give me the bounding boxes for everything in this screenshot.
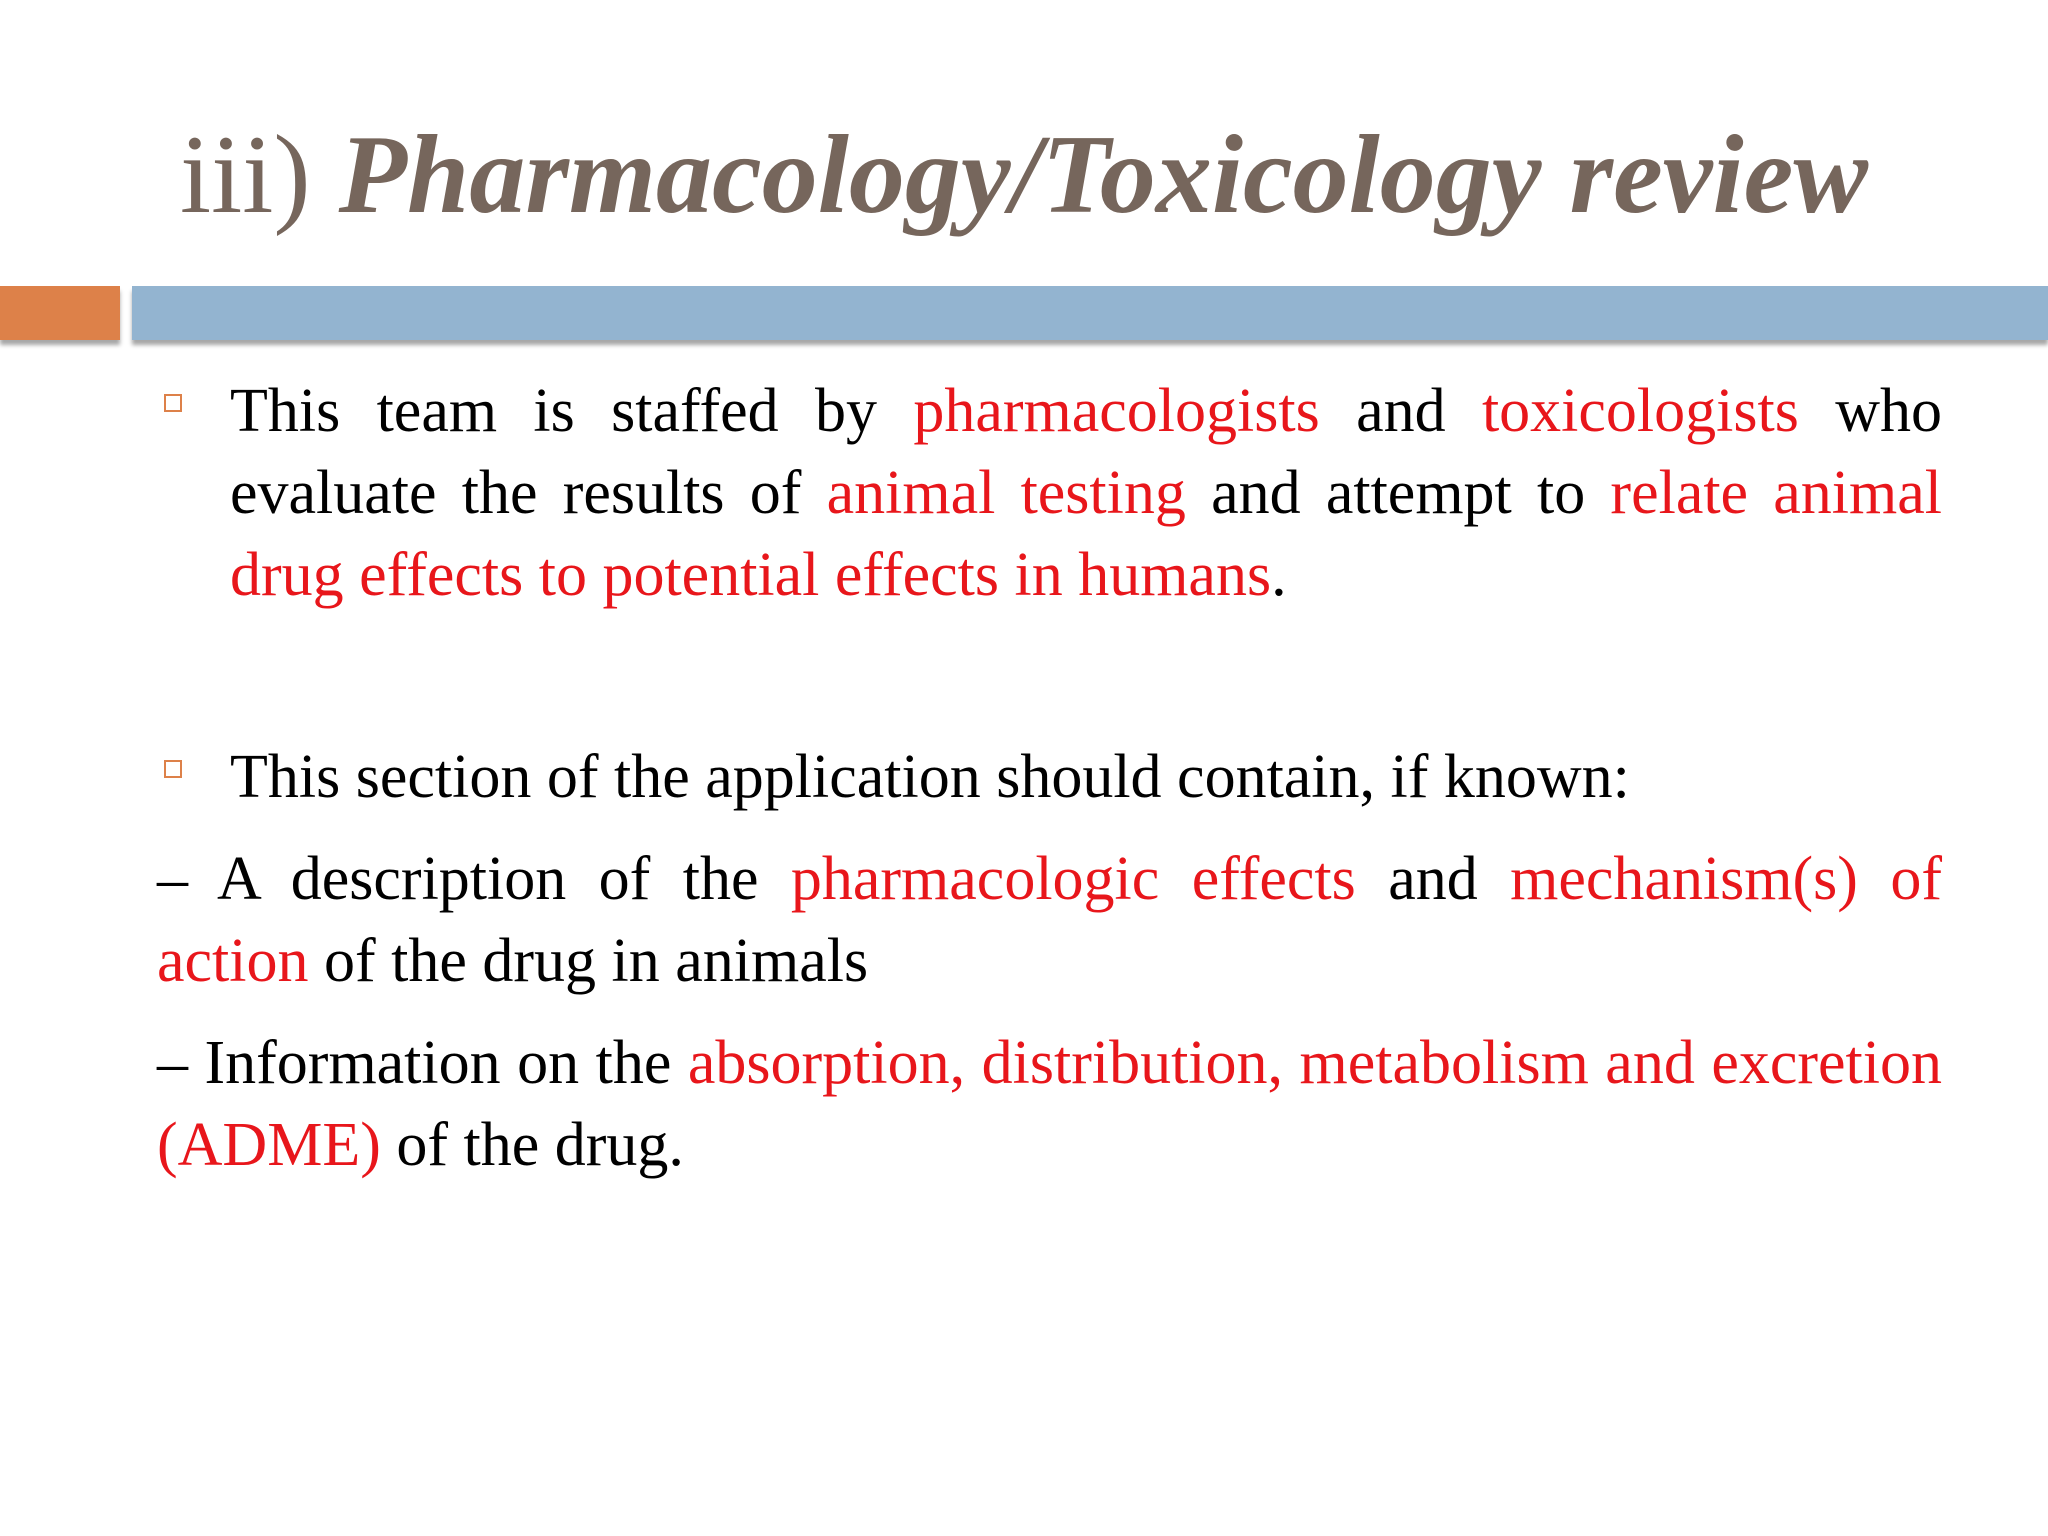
bullet-paragraph-section-contents [157,736,1942,818]
slide-body [157,370,1942,1186]
text-segment: and [1355,845,1511,913]
title-prefix: iii) [179,113,339,237]
highlighted-text-segment: pharmacologists [913,377,1320,445]
highlighted-text-segment: absorption, distribution, metabolism and excretion (ADME) [157,1029,1942,1179]
highlighted-text-segment: animal testing [826,459,1186,527]
text-segment: – Information on the [157,1029,688,1097]
text-segment: and [1319,377,1482,445]
slide-title [0,110,2048,240]
text-segment: This team is staffed by [230,377,914,445]
bullet-paragraph-staffing [157,370,1942,616]
text-segment: . [1271,541,1287,609]
text-segment: of the drug. [380,1111,684,1179]
accent-bar-orange [0,286,120,340]
highlighted-text-segment: toxicologists [1481,377,1799,445]
dash-item-pharmacologic-effects [157,838,1942,1002]
hollow-square-bullet-icon [164,760,182,778]
highlighted-text-segment: mechanism(s) of action [157,845,1942,995]
highlighted-text-segment: pharmacologic effects [790,845,1356,913]
hollow-square-bullet-icon [164,394,182,412]
text-segment: who evaluate the results of [230,377,1942,527]
highlighted-text-segment: relate animal drug effects to potential effects in humans [230,459,1942,609]
text-segment: and attempt to [1185,459,1611,527]
dash-item-adme [157,1022,1942,1186]
title-emphasis: Pharmacology/Toxicology review [338,113,1869,237]
text-segment: This section of the application should contain, if known: [230,743,1630,811]
text-segment: of the drug in animals [308,927,869,995]
text-segment: – A description of the [157,845,791,913]
accent-bar-blue [132,286,2048,340]
